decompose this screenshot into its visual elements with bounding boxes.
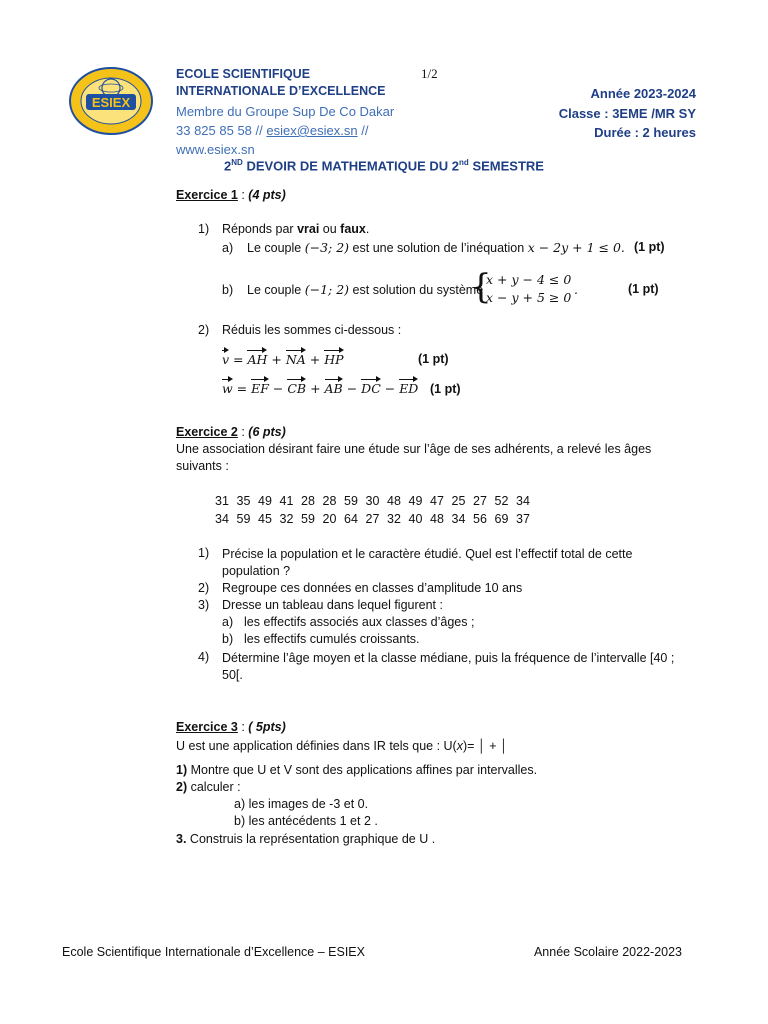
w-points: (1 pt) [430, 382, 461, 396]
ex1-question-1: 1) [198, 222, 210, 236]
ex1-question-2: 2) [198, 323, 210, 337]
age-value: 48 [430, 512, 444, 526]
age-value: 37 [516, 512, 530, 526]
age-value: 32 [279, 512, 294, 526]
ex3-question-2: 2) calculer : [176, 780, 241, 794]
ex1-question-1a: a) Le couple (−3; 2) est une solution de l’inéquation x − 2y + 1 ≤ 0. [222, 240, 625, 255]
school-name-line1: ECOLE SCIENTIFIQUE [176, 67, 311, 81]
age-value: 35 [236, 494, 251, 508]
age-value: 27 [473, 494, 487, 508]
age-value: 49 [408, 494, 423, 508]
age-value: 28 [301, 494, 315, 508]
age-value: 59 [344, 494, 358, 508]
age-value: 69 [494, 512, 509, 526]
ex2-question-4-line2: 50[. [222, 668, 243, 682]
age-value: 52 [494, 494, 509, 508]
age-value: 30 [365, 494, 380, 508]
ex3-question-1: 1) Montre que U et V sont des applications affines par intervalles. [176, 763, 538, 777]
age-value: 64 [344, 512, 358, 526]
ex2-intro-line2: suivants : [176, 459, 229, 473]
ex2-question-1-line2: population ? [222, 564, 291, 578]
age-value: 49 [258, 494, 272, 508]
school-name-line2: INTERNATIONALE D’EXCELLENCE [176, 84, 386, 98]
ex3-question-2b: b) les antécédents 1 et 2 . [234, 814, 378, 828]
age-value: 48 [387, 494, 401, 508]
phone-number: 33 825 85 58 // [176, 123, 263, 138]
age-value: 41 [279, 494, 294, 508]
ex2-question-1-line1: Précise la population et le caractère étudié. Quel est l’effectif total de cette [222, 547, 633, 561]
ages-row-1 [215, 494, 538, 508]
ex3-question-3: 3. Construis la représentation graphique de U . [176, 832, 436, 846]
age-value: 45 [258, 512, 272, 526]
duration: Durée : 2 heures [594, 125, 696, 140]
website-link[interactable]: www.esiex.sn [176, 142, 255, 157]
age-value: 32 [387, 512, 401, 526]
ex2-question-3a: les effectifs associés aux classes d’âges ; [244, 615, 475, 629]
page-number: 1/2 [421, 66, 438, 81]
school-year: Année 2023-2024 [590, 86, 696, 101]
system-equation-2: x − y + 5 ≥ 0 [486, 290, 572, 305]
contact-line [176, 121, 394, 140]
system-equation-1: x + y − 4 ≤ 0 [486, 272, 572, 287]
class-info: Classe : 3EME /MR SY [558, 105, 696, 121]
age-value: 34 [215, 512, 229, 526]
separator: // [361, 123, 369, 138]
ex2-question-3: Dresse un tableau dans lequel figurent : [222, 598, 443, 612]
svg-text:ESIEX: ESIEX [91, 95, 131, 110]
age-value: 20 [322, 512, 337, 526]
email-link[interactable]: esiex@esiex.sn [266, 123, 358, 138]
ex1-question-1b: b) Le couple (−1; 2) est solution du système [222, 282, 484, 297]
age-value: 34 [451, 512, 466, 526]
age-value: 40 [408, 512, 423, 526]
ages-row-2 [215, 512, 538, 526]
ex3-intro: U est une application définies dans IR tels que : U(x)= │ + │ [176, 739, 508, 753]
exam-title: 2ND DEVOIR DE MATHEMATIQUE DU 2nd SEMESTRE [224, 158, 544, 174]
age-value: 59 [236, 512, 251, 526]
footer-year: Année Scolaire 2022-2023 [533, 945, 682, 959]
exercise-1-heading: Exercice 1 : (4 pts) [176, 188, 286, 202]
v-points: (1 pt) [418, 352, 449, 366]
ex3-question-2a: a) les images de -3 et 0. [234, 797, 369, 811]
footer-school: Ecole Scientifique Internationale d’Excellence – ESIEX [62, 945, 365, 959]
ex2-question-2: Regroupe ces données en classes d’amplitude 10 ans [222, 581, 523, 595]
age-value: 56 [473, 512, 487, 526]
system-brace: { [470, 267, 492, 307]
exercise-2-heading: Exercice 2 : (6 pts) [176, 425, 286, 439]
ex2-question-4-line1: Détermine l’âge moyen et la classe médiane, puis la fréquence de l’intervalle [40 ; [222, 651, 675, 665]
ex2-intro-line1: Une association désirant faire une étude sur l’âge de ses adhérents, a relevé les âges [176, 442, 652, 456]
age-value: 47 [430, 494, 444, 508]
exercise-3-heading: Exercice 3 : ( 5pts) [176, 720, 286, 734]
age-value: 34 [516, 494, 530, 508]
vector-sum-w: w = EF − CB + AB − DC − ED [222, 381, 419, 396]
ex2-question-3b: les effectifs cumulés croissants. [244, 632, 420, 646]
age-value: 28 [322, 494, 337, 508]
age-value: 31 [215, 494, 229, 508]
school-logo [68, 66, 154, 136]
age-value: 27 [365, 512, 380, 526]
vector-sum-v: v = AH + NA + HP [222, 352, 344, 367]
ex1-1b-points: (1 pt) [628, 282, 659, 296]
age-value: 59 [301, 512, 315, 526]
ex1-1a-points: (1 pt) [634, 240, 665, 254]
group-membership: Membre du Groupe Sup De Co Dakar [176, 104, 395, 119]
age-value: 25 [451, 494, 466, 508]
